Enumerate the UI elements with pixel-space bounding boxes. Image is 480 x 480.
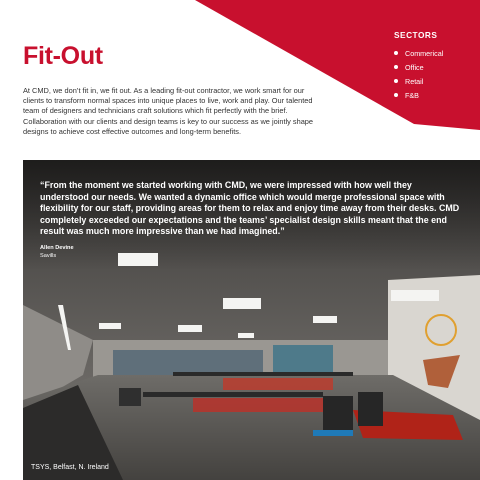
sector-item-retail <box>394 74 443 88</box>
testimonial-quote: “From the moment we started working with CMD, we were impressed with how well they understood our needs. We wanted a dynamic office which would merge professional space with flexibility for our staff, providing areas for them to relax and enjoy time away from their desks. CMD completely exceeded our expectations and the teams’ specialist design skills meant that the end result was much more impressive than we had imagined.” <box>40 180 460 237</box>
sector-item-commercial <box>394 46 443 60</box>
bullet-icon <box>394 65 398 69</box>
photo-caption: TSYS, Belfast, N. Ireland <box>31 464 109 471</box>
intro-paragraph: At CMD, we don’t fit in, we fit out. As a leading fit-out contractor, we work smart for our clients to transform normal spaces into unique places to live, work and play. Our talented team of designers and technicians craft solutions which fit perfectly with the brief. Collaboration with our clients and design teams is key to our success as we jointly shape designs to achieve cost effective outcomes and long-term benefits. <box>23 86 314 136</box>
bullet-icon <box>394 93 398 97</box>
bullet-icon <box>394 51 398 55</box>
bullet-icon <box>394 79 398 83</box>
sectors-heading: SECTORS <box>394 30 438 40</box>
sector-label: Office <box>405 62 424 72</box>
page-title: Fit-Out <box>23 42 103 70</box>
testimonial-company: Savills <box>40 253 57 259</box>
sector-label: Retail <box>405 76 424 86</box>
sector-item-office <box>394 60 443 74</box>
sectors-list <box>394 30 443 102</box>
testimonial-author: Allen Devine <box>40 245 74 251</box>
sector-label: F&B <box>405 90 419 100</box>
sector-label: Commerical <box>405 48 444 58</box>
sector-item-fb <box>394 88 443 102</box>
